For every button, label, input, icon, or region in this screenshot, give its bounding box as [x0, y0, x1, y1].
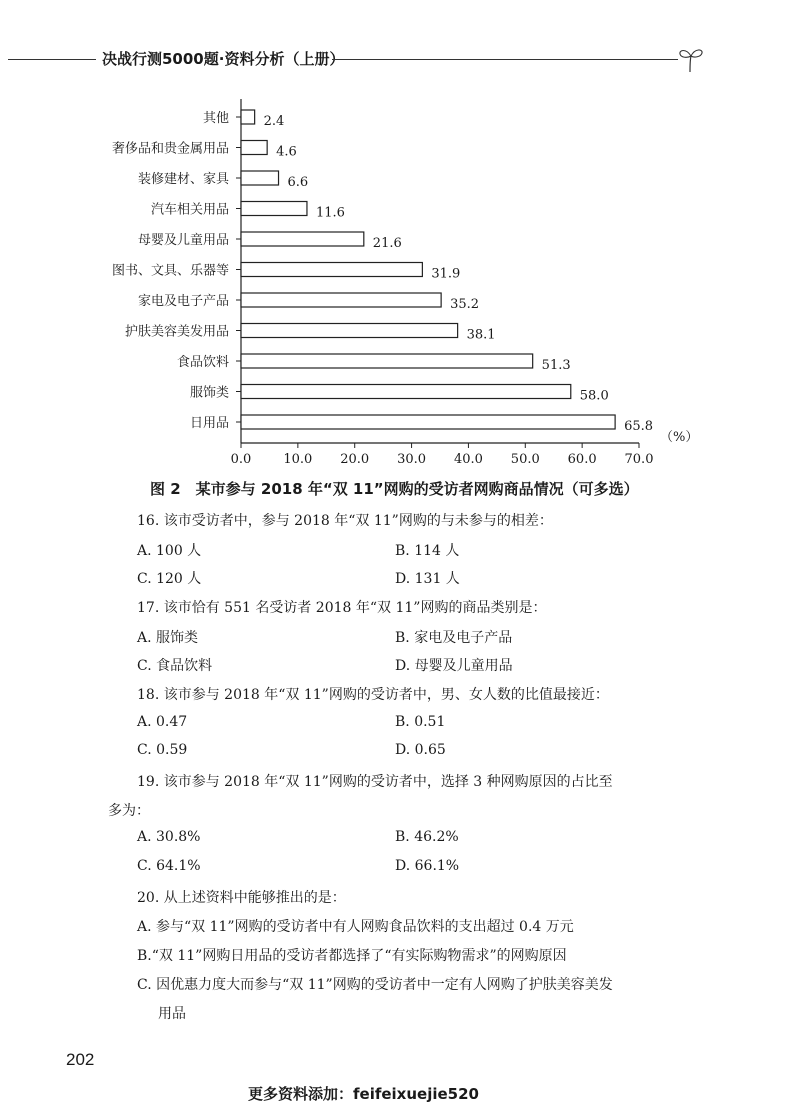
value-label: 58.0	[579, 388, 609, 404]
value-label: 2.4	[263, 114, 285, 129]
x-tick-label: 70.0	[624, 452, 654, 467]
question-18-option-d[interactable]: D. 0.65	[395, 742, 446, 758]
value-label: 65.8	[624, 419, 654, 434]
value-label: 31.9	[431, 266, 461, 282]
x-tick-label: 60.0	[567, 452, 597, 467]
x-tick-label: 20.0	[340, 452, 370, 467]
category-label: 服饰类	[189, 385, 229, 401]
value-label: 6.6	[287, 175, 309, 190]
question-20-option-c[interactable]: C. 因优惠力度大而参与“双 11”网购的受访者中一定有人网购了护肤美容美发	[137, 977, 613, 993]
question-16-option-c[interactable]: C. 120 人	[137, 571, 202, 587]
category-label: 母婴及儿童用品	[137, 233, 229, 248]
question-18-option-a[interactable]: A. 0.47	[137, 714, 188, 730]
category-label: 奢侈品和贵金属用品	[111, 141, 229, 157]
question-17-option-d[interactable]: D. 母婴及儿童用品	[395, 658, 513, 674]
chart-caption: 图 2 某市参与 2018 年“双 11”网购的受访者网购商品情况（可多选）	[150, 480, 639, 498]
question-19-option-d[interactable]: D. 66.1%	[395, 858, 460, 874]
category-label: 图书、文具、乐器等	[111, 263, 229, 279]
book-title: 决战行测5000题·资料分析（上册）	[102, 50, 345, 68]
footer-note: 更多资料添加：feifeixuejie520	[248, 1085, 479, 1103]
question-19-option-a[interactable]: A. 30.8%	[137, 829, 201, 845]
question-16-option-b[interactable]: B. 114 人	[395, 543, 460, 559]
category-label: 护肤美容美发用品	[124, 324, 229, 340]
value-label: 51.3	[541, 358, 571, 373]
value-label: 35.2	[450, 297, 480, 312]
category-label: 日用品	[189, 416, 229, 431]
question-20-option-a[interactable]: A. 参与“双 11”网购的受访者中有人网购食品饮料的支出超过 0.4 万元	[137, 919, 574, 935]
x-tick-label: 50.0	[510, 452, 540, 467]
question-16-option-d[interactable]: D. 131 人	[395, 571, 460, 587]
question-17-option-b[interactable]: B. 家电及电子产品	[395, 630, 513, 646]
question-20-option-c-continued: 用品	[158, 1006, 186, 1022]
question-19-stem: 19. 该市参与 2018 年“双 11”网购的受访者中，选择 3 种网购原因的占比至	[137, 774, 613, 790]
question-19-option-b[interactable]: B. 46.2%	[395, 829, 459, 845]
category-label: 食品饮料	[176, 355, 229, 370]
question-17-stem: 17. 该市恰有 551 名受访者 2018 年“双 11”网购的商品类别是：	[137, 600, 547, 616]
question-19-option-c[interactable]: C. 64.1%	[137, 858, 201, 874]
x-tick-label: 0.0	[230, 452, 252, 467]
question-17-option-c[interactable]: C. 食品饮料	[137, 658, 213, 674]
question-16-stem: 16. 该市受访者中，参与 2018 年“双 11”网购的与未参与的相差：	[137, 513, 553, 529]
x-tick-label: 10.0	[283, 452, 313, 467]
question-20-stem: 20. 从上述资料中能够推出的是：	[137, 890, 346, 906]
x-axis-unit-label: （%）	[660, 430, 699, 445]
question-17-option-a[interactable]: A. 服饰类	[137, 630, 199, 646]
question-18-stem: 18. 该市参与 2018 年“双 11”网购的受访者中，男、女人数的比值最接近：	[137, 687, 609, 703]
category-label: 家电及电子产品	[137, 294, 229, 309]
value-label: 38.1	[466, 327, 496, 343]
page-number: 202	[66, 1050, 95, 1069]
value-label: 11.6	[315, 205, 345, 221]
category-label: 汽车相关用品	[150, 202, 229, 218]
category-label: 其他	[202, 111, 229, 126]
x-tick-label: 30.0	[397, 452, 427, 467]
x-tick-label: 40.0	[453, 452, 483, 467]
question-19-stem-continued: 多为：	[108, 803, 150, 819]
question-18-option-c[interactable]: C. 0.59	[137, 742, 188, 758]
question-18-option-b[interactable]: B. 0.51	[395, 714, 446, 730]
value-label: 21.6	[372, 236, 402, 251]
question-16-option-a[interactable]: A. 100 人	[137, 543, 202, 559]
category-label: 装修建材、家具	[137, 172, 229, 187]
question-20-option-b[interactable]: B.“双 11”网购日用品的受访者都选择了“有实际购物需求”的网购原因	[137, 948, 567, 964]
value-label: 4.6	[276, 144, 297, 160]
